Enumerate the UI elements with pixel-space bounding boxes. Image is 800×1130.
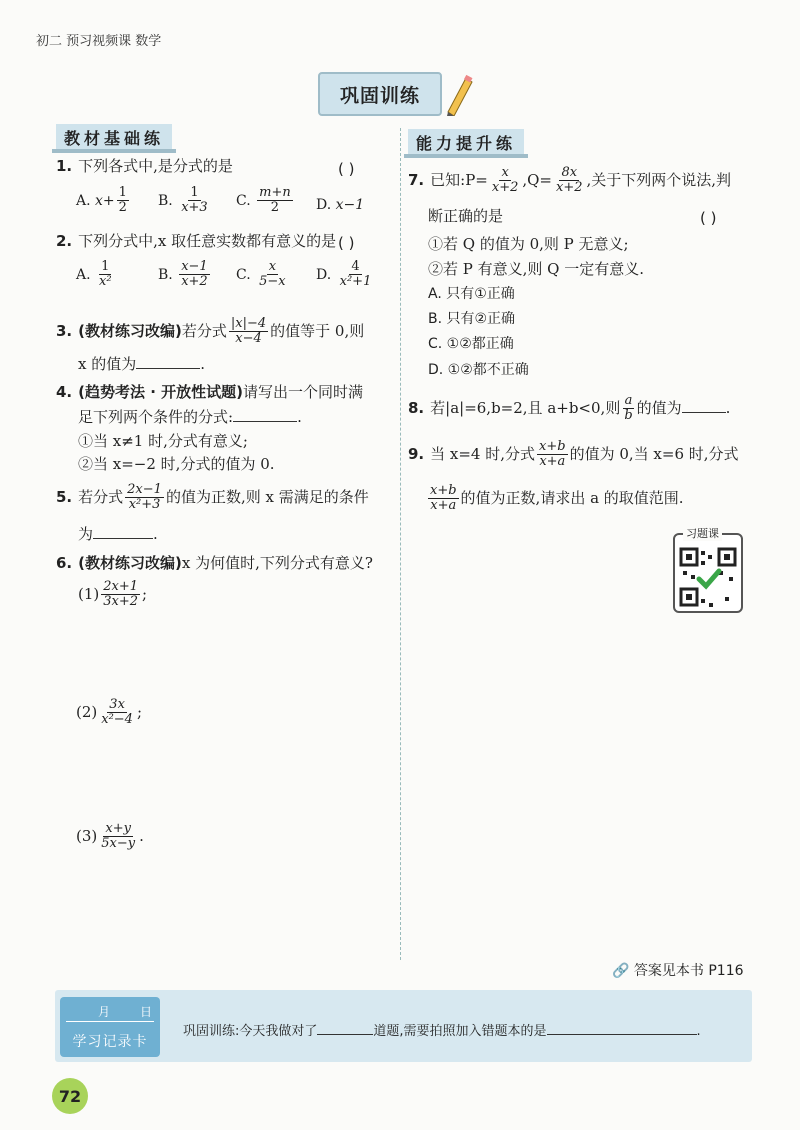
question-3-line2: x 的值为 .: [78, 355, 206, 373]
q1-option-c: C. $\frac{m+n}{2}$: [236, 185, 291, 216]
question-5: 5. 若分式 $\frac{2x-1}{\text{x²+3}}$ 的值为正数,则 x 需满足的条件: [56, 482, 369, 513]
correct-count-blank[interactable]: [317, 1034, 373, 1035]
section-basic-practice: 教材基础练: [56, 124, 172, 150]
question-7-line2: 断正确的是: [428, 207, 504, 225]
pencil-icon: [440, 72, 474, 116]
qr-label: 习题课: [683, 525, 722, 541]
day-label: 日: [140, 1005, 153, 1019]
question-5-line2: 为 .: [78, 525, 158, 543]
answer-blank[interactable]: [682, 412, 726, 413]
page-title: 巩固训练: [318, 72, 442, 116]
answer-bracket: ( ): [338, 234, 355, 252]
question-9: 9. 当 x=4 时,分式 $\frac{x+b}{x+a}$ 的值为 0,当 x=6 时,分式: [408, 439, 739, 470]
record-card-title: 学习记录卡: [72, 1034, 148, 1050]
question-1: 1. 下列各式中,是分式的是: [56, 157, 233, 175]
error-notes-blank[interactable]: [547, 1034, 697, 1035]
q1-option-a: A. x+ $\frac{1}{2}$: [76, 185, 127, 216]
q7-option-c: C. ①②都正确: [428, 336, 514, 352]
record-text: 巩固训练:今天我做对了 道题,需要拍照加入错题本的是 .: [183, 1024, 701, 1039]
answer-bracket: ( ): [338, 160, 355, 178]
question-4-condition-1: ①当 x≠1 时,分式有意义;: [78, 432, 248, 450]
section-advanced-practice: 能力提升练: [408, 129, 524, 155]
question-9-line2: $\frac{x+b}{x+a}$ 的值为正数,请求出 a 的取值范围.: [430, 483, 684, 514]
question-8: 8. 若|a|=6,b=2,且 a+b<0,则 $\frac{a}{b}$ 的值为 .: [408, 393, 731, 424]
answer-bracket: ( ): [700, 209, 717, 227]
question-7-statement-1: ①若 Q 的值为 0,则 P 无意义;: [428, 235, 629, 253]
link-icon: 🔗: [612, 963, 630, 979]
q7-option-d: D. ①②都不正确: [428, 362, 529, 378]
question-3: 3. (教材练习改编)若分式 $\frac{|x|-4}{x-4}$ 的值等于 0,则: [56, 316, 365, 347]
answer-blank[interactable]: [93, 538, 153, 539]
q1-option-d: D. x−1: [316, 197, 365, 213]
qr-code-icon: [675, 545, 741, 611]
q2-option-c: C. $\frac{x}{5-x}$: [236, 259, 286, 290]
answer-blank[interactable]: [136, 368, 200, 369]
month-label: 月: [98, 1005, 111, 1019]
q7-option-a: A. 只有①正确: [428, 286, 515, 302]
question-6-part-1: (1) $\frac{2x+1}{3x+2}$ ;: [78, 579, 148, 610]
q2-option-d: D. $\frac{4}{\text{x²+1}}$: [316, 259, 372, 290]
question-4-line2: 足下列两个条件的分式: .: [78, 408, 302, 426]
question-6: 6. (教材练习改编)x 为何值时,下列分式有意义?: [56, 554, 373, 572]
q2-option-b: B. $\frac{x-1}{x+2}$: [158, 259, 208, 290]
answer-reference: 🔗 答案见本书 P116: [612, 963, 744, 979]
q7-option-b: B. 只有②正确: [428, 311, 516, 327]
column-divider: [400, 128, 401, 960]
page-number: 72: [52, 1078, 88, 1114]
q2-option-a: A. $\frac{1}{\text{x²}}$: [76, 259, 112, 290]
q1-option-b: B. $\frac{1}{x+3}$: [158, 185, 208, 216]
question-7: 7. 已知:P= $\frac{x}{x+2}$ ,Q= $\frac{8x}{x+2}$ ,关于下列两个说法,判: [408, 165, 732, 196]
qr-code[interactable]: [673, 527, 743, 613]
question-7-statement-2: ②若 P 有意义,则 Q 一定有意义.: [428, 260, 644, 278]
answer-blank[interactable]: [233, 421, 297, 422]
question-6-part-2: (2) $\frac{3x}{\text{x²−4}}$ ;: [76, 697, 143, 728]
header-breadcrumb: 初二 预习视频课 数学: [36, 34, 162, 49]
question-4-condition-2: ②当 x=−2 时,分式的值为 0.: [78, 455, 275, 473]
study-record-card: [60, 997, 160, 1057]
question-6-part-3: (3) $\frac{x+y}{5x-y}$ .: [76, 821, 144, 852]
question-2: 2. 下列分式中,x 取任意实数都有意义的是: [56, 232, 337, 250]
question-4: 4. (趋势考法 · 开放性试题)请写出一个同时满: [56, 383, 364, 401]
